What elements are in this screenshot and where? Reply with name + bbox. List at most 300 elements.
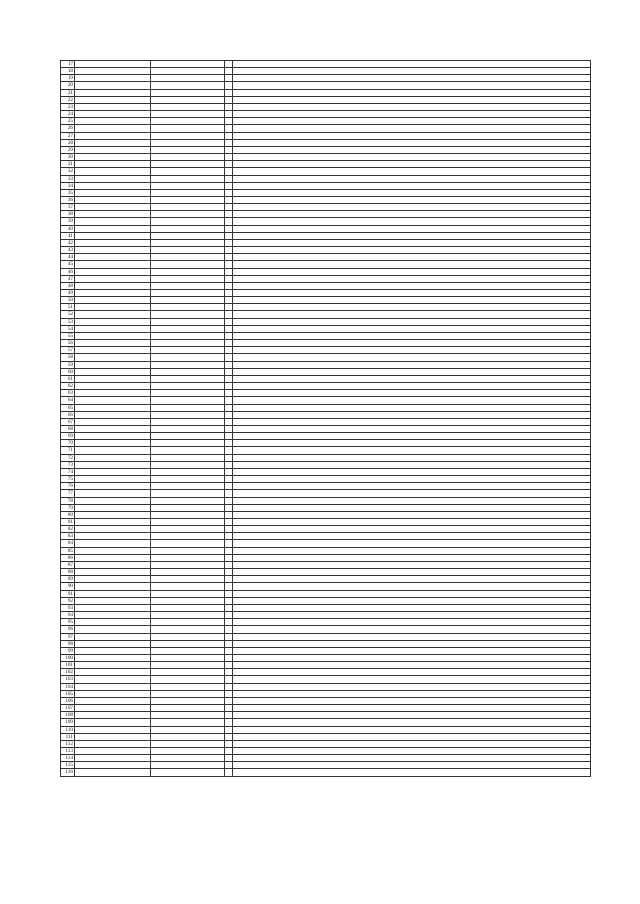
address-cell — [233, 282, 591, 289]
row-number: 112 — [61, 740, 75, 747]
address-cell — [233, 404, 591, 411]
blank-cell — [225, 418, 233, 425]
blank-cell — [225, 182, 233, 189]
blank-cell — [225, 383, 233, 390]
blank-cell — [225, 490, 233, 497]
cadastral-number-cell — [75, 576, 151, 583]
row-number: 60 — [61, 368, 75, 375]
related-cadastral-number-cell — [151, 361, 225, 368]
row-number: 41 — [61, 232, 75, 239]
row-number: 93 — [61, 604, 75, 611]
related-cadastral-number-cell — [151, 612, 225, 619]
table-row — [61, 676, 591, 683]
cadastral-number-cell — [75, 519, 151, 526]
table-row — [61, 275, 591, 282]
cadastral-number-cell — [75, 111, 151, 118]
related-cadastral-number-cell — [151, 311, 225, 318]
related-cadastral-number-cell — [151, 497, 225, 504]
row-number: 29 — [61, 146, 75, 153]
related-cadastral-number-cell — [151, 418, 225, 425]
cadastral-number-cell — [75, 168, 151, 175]
table-row — [61, 662, 591, 669]
related-cadastral-number-cell — [151, 748, 225, 755]
address-cell — [233, 232, 591, 239]
related-cadastral-number-cell — [151, 347, 225, 354]
row-number: 71 — [61, 447, 75, 454]
related-cadastral-number-cell — [151, 511, 225, 518]
cadastral-number-cell — [75, 461, 151, 468]
table-row — [61, 175, 591, 182]
related-cadastral-number-cell — [151, 411, 225, 418]
blank-cell — [225, 705, 233, 712]
table-row — [61, 311, 591, 318]
address-cell — [233, 418, 591, 425]
table-row — [61, 361, 591, 368]
address-cell — [233, 118, 591, 125]
cadastral-number-cell — [75, 676, 151, 683]
row-number: 62 — [61, 383, 75, 390]
cadastral-number-cell — [75, 440, 151, 447]
table-row — [61, 254, 591, 261]
address-cell — [233, 111, 591, 118]
address-cell — [233, 511, 591, 518]
blank-cell — [225, 368, 233, 375]
cadastral-number-cell — [75, 290, 151, 297]
table-row — [61, 526, 591, 533]
blank-cell — [225, 61, 233, 68]
cadastral-number-cell — [75, 304, 151, 311]
table-row — [61, 576, 591, 583]
related-cadastral-number-cell — [151, 318, 225, 325]
blank-cell — [225, 425, 233, 432]
row-number: 30 — [61, 154, 75, 161]
row-number: 96 — [61, 626, 75, 633]
table-row — [61, 461, 591, 468]
table-row — [61, 440, 591, 447]
row-number: 86 — [61, 554, 75, 561]
blank-cell — [225, 676, 233, 683]
cadastral-number-cell — [75, 397, 151, 404]
related-cadastral-number-cell — [151, 719, 225, 726]
address-cell — [233, 490, 591, 497]
related-cadastral-number-cell — [151, 139, 225, 146]
row-number: 74 — [61, 468, 75, 475]
related-cadastral-number-cell — [151, 218, 225, 225]
blank-cell — [225, 604, 233, 611]
address-cell — [233, 254, 591, 261]
row-number: 88 — [61, 569, 75, 576]
table-row — [61, 196, 591, 203]
table-row — [61, 383, 591, 390]
address-cell — [233, 354, 591, 361]
cadastral-number-cell — [75, 433, 151, 440]
related-cadastral-number-cell — [151, 440, 225, 447]
address-cell — [233, 733, 591, 740]
row-number: 98 — [61, 640, 75, 647]
table-row — [61, 619, 591, 626]
cadastral-number-cell — [75, 476, 151, 483]
related-cadastral-number-cell — [151, 447, 225, 454]
address-cell — [233, 497, 591, 504]
related-cadastral-number-cell — [151, 61, 225, 68]
address-cell — [233, 626, 591, 633]
blank-cell — [225, 297, 233, 304]
row-number: 63 — [61, 390, 75, 397]
address-cell — [233, 96, 591, 103]
row-number: 24 — [61, 111, 75, 118]
blank-cell — [225, 640, 233, 647]
address-cell — [233, 583, 591, 590]
address-cell — [233, 139, 591, 146]
blank-cell — [225, 433, 233, 440]
related-cadastral-number-cell — [151, 297, 225, 304]
cadastral-number-cell — [75, 225, 151, 232]
row-number: 25 — [61, 118, 75, 125]
row-number: 17 — [61, 61, 75, 68]
blank-cell — [225, 476, 233, 483]
table-row — [61, 354, 591, 361]
row-number: 56 — [61, 340, 75, 347]
blank-cell — [225, 519, 233, 526]
row-number: 75 — [61, 476, 75, 483]
related-cadastral-number-cell — [151, 712, 225, 719]
table-row — [61, 325, 591, 332]
cadastral-number-cell — [75, 418, 151, 425]
row-number: 48 — [61, 282, 75, 289]
row-number: 26 — [61, 125, 75, 132]
row-number: 36 — [61, 196, 75, 203]
row-number: 110 — [61, 726, 75, 733]
row-number: 65 — [61, 404, 75, 411]
blank-cell — [225, 769, 233, 776]
row-number: 81 — [61, 519, 75, 526]
address-cell — [233, 569, 591, 576]
blank-cell — [225, 175, 233, 182]
address-cell — [233, 211, 591, 218]
address-cell — [233, 604, 591, 611]
blank-cell — [225, 375, 233, 382]
blank-cell — [225, 662, 233, 669]
address-cell — [233, 82, 591, 89]
blank-cell — [225, 332, 233, 339]
row-number: 94 — [61, 612, 75, 619]
cadastral-number-cell — [75, 411, 151, 418]
related-cadastral-number-cell — [151, 554, 225, 561]
address-cell — [233, 425, 591, 432]
row-number: 70 — [61, 440, 75, 447]
blank-cell — [225, 748, 233, 755]
cadastral-number-cell — [75, 218, 151, 225]
address-cell — [233, 697, 591, 704]
related-cadastral-number-cell — [151, 726, 225, 733]
address-cell — [233, 311, 591, 318]
address-cell — [233, 619, 591, 626]
table-row — [61, 612, 591, 619]
related-cadastral-number-cell — [151, 404, 225, 411]
row-number: 115 — [61, 762, 75, 769]
row-number: 108 — [61, 712, 75, 719]
related-cadastral-number-cell — [151, 82, 225, 89]
blank-cell — [225, 612, 233, 619]
cadastral-number-cell — [75, 468, 151, 475]
cadastral-number-cell — [75, 590, 151, 597]
table-row — [61, 755, 591, 762]
related-cadastral-number-cell — [151, 225, 225, 232]
blank-cell — [225, 561, 233, 568]
row-number: 107 — [61, 705, 75, 712]
row-number: 80 — [61, 511, 75, 518]
related-cadastral-number-cell — [151, 111, 225, 118]
row-number: 92 — [61, 597, 75, 604]
table-row — [61, 340, 591, 347]
address-cell — [233, 705, 591, 712]
cadastral-number-cell — [75, 239, 151, 246]
cadastral-number-cell — [75, 354, 151, 361]
blank-cell — [225, 547, 233, 554]
cadastral-number-cell — [75, 211, 151, 218]
blank-cell — [225, 139, 233, 146]
address-cell — [233, 225, 591, 232]
address-cell — [233, 476, 591, 483]
blank-cell — [225, 576, 233, 583]
blank-cell — [225, 325, 233, 332]
cadastral-number-cell — [75, 604, 151, 611]
blank-cell — [225, 633, 233, 640]
blank-cell — [225, 118, 233, 125]
related-cadastral-number-cell — [151, 168, 225, 175]
row-number: 20 — [61, 82, 75, 89]
related-cadastral-number-cell — [151, 390, 225, 397]
related-cadastral-number-cell — [151, 368, 225, 375]
row-number: 72 — [61, 454, 75, 461]
row-number: 109 — [61, 719, 75, 726]
cadastral-number-cell — [75, 612, 151, 619]
table-row — [61, 533, 591, 540]
related-cadastral-number-cell — [151, 597, 225, 604]
row-number: 61 — [61, 375, 75, 382]
related-cadastral-number-cell — [151, 125, 225, 132]
table-row — [61, 483, 591, 490]
table-row — [61, 647, 591, 654]
address-cell — [233, 468, 591, 475]
table-row — [61, 697, 591, 704]
table-row — [61, 569, 591, 576]
table-row — [61, 669, 591, 676]
related-cadastral-number-cell — [151, 619, 225, 626]
related-cadastral-number-cell — [151, 354, 225, 361]
row-number: 23 — [61, 103, 75, 110]
cadastral-number-cell — [75, 182, 151, 189]
cadastral-number-cell — [75, 554, 151, 561]
blank-cell — [225, 361, 233, 368]
row-number: 51 — [61, 304, 75, 311]
related-cadastral-number-cell — [151, 182, 225, 189]
blank-cell — [225, 654, 233, 661]
address-cell — [233, 397, 591, 404]
table-row — [61, 447, 591, 454]
address-cell — [233, 533, 591, 540]
table-row — [61, 89, 591, 96]
row-number: 47 — [61, 275, 75, 282]
blank-cell — [225, 218, 233, 225]
address-cell — [233, 411, 591, 418]
row-number: 104 — [61, 683, 75, 690]
related-cadastral-number-cell — [151, 590, 225, 597]
blank-cell — [225, 125, 233, 132]
address-cell — [233, 440, 591, 447]
blank-cell — [225, 583, 233, 590]
row-number: 103 — [61, 676, 75, 683]
table-row — [61, 404, 591, 411]
table-row — [61, 433, 591, 440]
row-number: 38 — [61, 211, 75, 218]
cadastral-number-cell — [75, 640, 151, 647]
cadastral-number-cell — [75, 297, 151, 304]
blank-cell — [225, 411, 233, 418]
blank-cell — [225, 504, 233, 511]
related-cadastral-number-cell — [151, 397, 225, 404]
row-number: 49 — [61, 290, 75, 297]
table-row — [61, 154, 591, 161]
blank-cell — [225, 726, 233, 733]
cadastral-number-cell — [75, 697, 151, 704]
related-cadastral-number-cell — [151, 211, 225, 218]
blank-cell — [225, 318, 233, 325]
related-cadastral-number-cell — [151, 282, 225, 289]
cadastral-number-cell — [75, 597, 151, 604]
cadastral-number-cell — [75, 540, 151, 547]
cadastral-number-cell — [75, 490, 151, 497]
row-number: 22 — [61, 96, 75, 103]
blank-cell — [225, 347, 233, 354]
blank-cell — [225, 440, 233, 447]
related-cadastral-number-cell — [151, 569, 225, 576]
blank-cell — [225, 268, 233, 275]
related-cadastral-number-cell — [151, 132, 225, 139]
table-row — [61, 390, 591, 397]
row-number: 53 — [61, 318, 75, 325]
blank-cell — [225, 254, 233, 261]
table-row — [61, 597, 591, 604]
row-number: 68 — [61, 425, 75, 432]
cadastral-number-cell — [75, 447, 151, 454]
address-cell — [233, 454, 591, 461]
address-cell — [233, 755, 591, 762]
address-cell — [233, 146, 591, 153]
blank-cell — [225, 290, 233, 297]
table-row — [61, 540, 591, 547]
related-cadastral-number-cell — [151, 740, 225, 747]
table-row — [61, 748, 591, 755]
address-cell — [233, 297, 591, 304]
related-cadastral-number-cell — [151, 683, 225, 690]
address-cell — [233, 547, 591, 554]
address-cell — [233, 519, 591, 526]
row-number: 69 — [61, 433, 75, 440]
row-number: 77 — [61, 490, 75, 497]
cadastral-number-cell — [75, 75, 151, 82]
row-number: 31 — [61, 161, 75, 168]
related-cadastral-number-cell — [151, 290, 225, 297]
related-cadastral-number-cell — [151, 540, 225, 547]
related-cadastral-number-cell — [151, 755, 225, 762]
address-cell — [233, 590, 591, 597]
address-cell — [233, 375, 591, 382]
row-number: 54 — [61, 325, 75, 332]
blank-cell — [225, 390, 233, 397]
blank-cell — [225, 590, 233, 597]
table-row — [61, 125, 591, 132]
related-cadastral-number-cell — [151, 375, 225, 382]
table-row — [61, 690, 591, 697]
related-cadastral-number-cell — [151, 468, 225, 475]
row-number: 87 — [61, 561, 75, 568]
cadastral-number-cell — [75, 175, 151, 182]
address-cell — [233, 268, 591, 275]
cadastral-number-cell — [75, 154, 151, 161]
related-cadastral-number-cell — [151, 676, 225, 683]
address-cell — [233, 690, 591, 697]
table-row — [61, 261, 591, 268]
address-cell — [233, 189, 591, 196]
table-row — [61, 82, 591, 89]
row-number: 89 — [61, 576, 75, 583]
cadastral-number-cell — [75, 118, 151, 125]
blank-cell — [225, 712, 233, 719]
blank-cell — [225, 146, 233, 153]
address-cell — [233, 647, 591, 654]
blank-cell — [225, 211, 233, 218]
blank-cell — [225, 354, 233, 361]
cadastral-number-cell — [75, 375, 151, 382]
address-cell — [233, 433, 591, 440]
blank-cell — [225, 461, 233, 468]
table-row — [61, 368, 591, 375]
blank-cell — [225, 762, 233, 769]
table-row — [61, 490, 591, 497]
row-number: 106 — [61, 697, 75, 704]
blank-cell — [225, 540, 233, 547]
registry-table — [60, 60, 591, 777]
address-cell — [233, 290, 591, 297]
row-number: 44 — [61, 254, 75, 261]
cadastral-number-cell — [75, 189, 151, 196]
related-cadastral-number-cell — [151, 561, 225, 568]
address-cell — [233, 132, 591, 139]
related-cadastral-number-cell — [151, 504, 225, 511]
blank-cell — [225, 447, 233, 454]
row-number: 46 — [61, 268, 75, 275]
address-cell — [233, 554, 591, 561]
table-row — [61, 211, 591, 218]
blank-cell — [225, 132, 233, 139]
blank-cell — [225, 647, 233, 654]
blank-cell — [225, 404, 233, 411]
cadastral-number-cell — [75, 633, 151, 640]
blank-cell — [225, 340, 233, 347]
row-number: 116 — [61, 769, 75, 776]
address-cell — [233, 669, 591, 676]
related-cadastral-number-cell — [151, 604, 225, 611]
address-cell — [233, 361, 591, 368]
address-cell — [233, 261, 591, 268]
cadastral-number-cell — [75, 318, 151, 325]
related-cadastral-number-cell — [151, 461, 225, 468]
row-number: 90 — [61, 583, 75, 590]
cadastral-number-cell — [75, 647, 151, 654]
row-number: 113 — [61, 748, 75, 755]
cadastral-number-cell — [75, 762, 151, 769]
